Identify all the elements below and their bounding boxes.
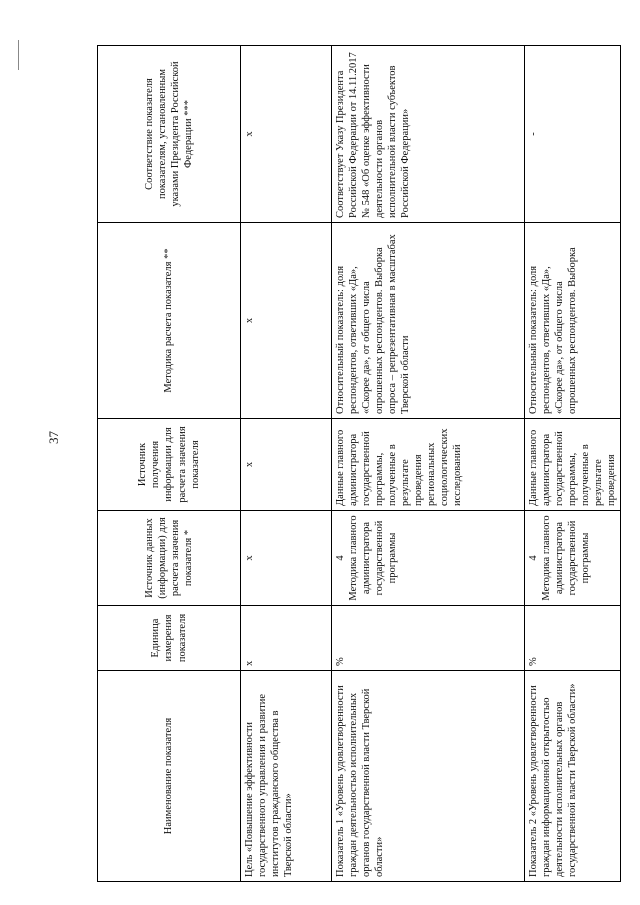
cell-name: Показатель 2 «Уровень удовлетворенности граждан информационной открытостью деятельности исполнительных органов государственной власти Тверской области» (525, 671, 621, 882)
cell-data-source-text: Методика главного администратора государственной программы (348, 515, 399, 601)
header-info-source: Источник получения информации для расчета значения показателя (98, 419, 241, 511)
table-row (332, 46, 525, 882)
cell-info-source: Данные главного администратора государственной программы, полученные в результате проведения (525, 419, 621, 511)
header-indicator-name: Наименование показателя (98, 671, 241, 882)
cell-data-source-text: Методика главного администратора государственной программы (541, 515, 592, 601)
header-unit: Единица измерения показателя (98, 606, 241, 671)
page-number: 37 (46, 431, 61, 444)
cell-decree: Соответствует Указу Президента Российской Федерации от 14.11.2017 № 548 «Об оценке эффективности деятельности органов исполнительной власти субъектов Российской Федерации» (332, 46, 525, 223)
cell-info-source: х (241, 419, 332, 511)
cell-data-source (525, 511, 621, 606)
table-header-row (98, 46, 241, 882)
header-decree-compliance: Соответствие показателя показателям, установленным указами Президента Российской Федерации *** (98, 46, 241, 223)
indicators-table (97, 45, 621, 882)
cell-unit: х (241, 606, 332, 671)
cell-method: Относительный показатель: доля респондентов, ответивших «Да», «Скорее да», от общего числа опрошенных респондентов. Выборка (525, 223, 621, 419)
header-data-source: Источник данных (информации) для расчета значения показателя * (98, 511, 241, 606)
cell-data-source (332, 511, 525, 606)
margin-mark (18, 40, 19, 70)
cell-method: Относительный показатель: доля респондентов, ответивших «Да», «Скорее да», от общего числа опрошенных респондентов. Выборка опроса – репрезентативная в масштабах Тверской области (332, 223, 525, 419)
cell-data-source-number: 4 (335, 555, 346, 561)
cell-unit: % (525, 606, 621, 671)
cell-unit: % (332, 606, 525, 671)
cell-data-source: х (241, 511, 332, 606)
cell-name: Показатель 1 «Уровень удовлетворенности граждан деятельностью исполнительных органов государственной власти Тверской области» (332, 671, 525, 882)
cell-name: Цель «Повышение эффективности государственного управления и развитие институтов гражданского общества в Тверской области» (241, 671, 332, 882)
cell-method: х (241, 223, 332, 419)
cell-data-source-number: 4 (528, 555, 539, 561)
header-method: Методика расчета показателя ** (98, 223, 241, 419)
cell-decree: - (525, 46, 621, 223)
cell-info-source: Данные главного администратора государственной программы, полученные в результате проведения региональных социологических исследований (332, 419, 525, 511)
table-row (241, 46, 332, 882)
cell-decree: х (241, 46, 332, 223)
rotated-table-wrapper (97, 46, 617, 882)
table-row (525, 46, 621, 882)
